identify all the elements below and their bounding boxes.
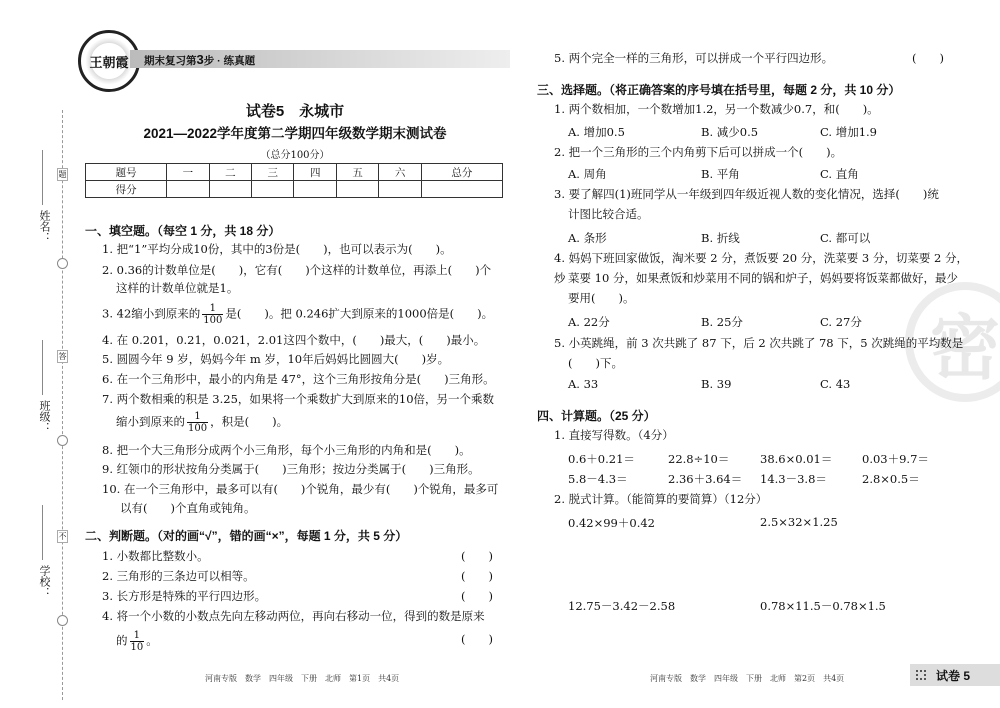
calc-item: 38.6×0.01＝ [760, 452, 833, 466]
table-cell: 题号 [86, 164, 167, 181]
score-input-cell[interactable] [421, 181, 502, 198]
question: 4. 将一个小数的小数点先向左移动两位，再向右移动一位，得到的数是原来 [102, 609, 485, 623]
table-cell: 五 [336, 164, 378, 181]
question: 2. 脱式计算。（能简算的要简算）（12分） [554, 492, 768, 506]
question: 5. 圆圆今年 9 岁，妈妈今年 m 岁，10年后妈妈比圆圆大( )岁。 [102, 352, 450, 366]
header-banner: 期末复习第3步 · 练真题 [130, 50, 510, 68]
total-score: （总分100分） [260, 150, 330, 161]
calc-item: 5.8－4.3＝ [568, 472, 628, 486]
question-cont: 以有( )个直角或钝角。 [120, 501, 256, 515]
question: 7. 两个数相乘的积是 3.25，如果将一个乘数扩大到原来的10倍，另一个乘数 [102, 392, 495, 406]
question: 2. 0.36的计数单位是( )，它有( )个这样的计数单位，再添上( )个 [102, 263, 492, 277]
question-cont: 计图比较合适。 [568, 207, 649, 221]
seal-watermark: 密 [905, 282, 1000, 402]
calc-item: 0.42×99＋0.42 [568, 516, 655, 530]
option[interactable]: A. 条形 [568, 231, 607, 245]
calc-item: 2.8×0.5＝ [862, 472, 920, 486]
score-table [85, 163, 503, 198]
table-cell: 三 [252, 164, 294, 181]
option[interactable]: C. 都可以 [820, 231, 871, 245]
question: 4. 妈妈下班回家做饭，淘米要 2 分，煮饭要 20 分，洗菜要 3 分，切菜要 2 分，炒 [554, 251, 968, 285]
calc-item: 22.8÷10＝ [668, 452, 730, 466]
page-footer: 河南专版 数学 四年级 下册 北师 第1页 共4页 [205, 674, 400, 683]
fraction: $\frac{1}{100}$ [188, 411, 208, 434]
question: 4. 在 0.201，0.21，0.021，2.01这四个数中，( )最大，( )最小。 [102, 333, 486, 347]
margin-tag: 不 [58, 532, 67, 541]
answer-paren[interactable]: ( ) [461, 569, 493, 583]
option[interactable]: B. 25分 [701, 315, 743, 329]
question: 1. 把“1”平均分成10份，其中的3份是( )，也可以表示为( )。 [102, 242, 452, 256]
school-label: 学校： [38, 565, 51, 598]
answer-paren[interactable]: ( ) [461, 589, 493, 603]
answer-paren[interactable]: ( ) [461, 549, 493, 563]
option[interactable]: A. 周角 [568, 167, 607, 181]
question: 2. 把一个三角形的三个内角剪下后可以拼成一个( )。 [554, 145, 843, 159]
answer-paren[interactable]: ( ) [912, 51, 944, 65]
table-row [86, 164, 503, 181]
school-line [42, 505, 43, 560]
option[interactable]: A. 增加0.5 [568, 125, 625, 139]
section-title: 二、判断题。（对的画“√”，错的画“×”，每题 1 分，共 5 分） [85, 529, 408, 543]
calc-item: 12.75－3.42－2.58 [568, 599, 676, 613]
question-cont: 缩小到原来的 $\frac{1}{100}$ ，积是( )。 [116, 411, 289, 434]
option[interactable]: B. 平角 [701, 167, 740, 181]
margin-dot [57, 258, 68, 269]
margin-tag: 题 [58, 170, 67, 179]
section-title: 四、计算题。（25 分） [537, 409, 656, 423]
table-cell: 总分 [421, 164, 502, 181]
fraction: $\frac{1}{10}$ [130, 630, 144, 653]
question-cont: ( )下。 [568, 356, 623, 370]
margin-dot [57, 615, 68, 626]
question: 3. 长方形是特殊的平行四边形。 ( ) [102, 589, 493, 603]
question: 3. 42缩小到原来的 $\frac{1}{100}$ 是( )。把 0.246扩大到原来的1000倍是( )。 [102, 303, 494, 326]
score-input-cell[interactable] [167, 181, 209, 198]
cut-line [62, 110, 63, 700]
score-input-cell[interactable] [209, 181, 251, 198]
exam-subtitle: 2021—2022学年度第二学期四年级数学期末测试卷 [143, 126, 447, 141]
question: 5. 小英跳绳，前 3 次共跳了 87 下，后 2 次共跳了 78 下，5 次跳绳的平均数是 [554, 336, 964, 350]
option[interactable]: C. 43 [820, 377, 851, 391]
question: 9. 红领巾的形状按角分类属于( )三角形；按边分类属于( )三角形。 [102, 462, 480, 476]
question-cont: 这样的计数单位就是1。 [116, 281, 239, 295]
question: 1. 小数都比整数小。 ( ) [102, 549, 493, 563]
option[interactable]: C. 增加1.9 [820, 125, 877, 139]
score-input-cell[interactable] [294, 181, 336, 198]
grid-icon [916, 670, 926, 680]
page-footer: 河南专版 数学 四年级 下册 北师 第2页 共4页 [650, 674, 845, 683]
score-input-cell[interactable] [252, 181, 294, 198]
calc-item: 0.6＋0.21＝ [568, 452, 635, 466]
name-line [42, 150, 43, 205]
table-cell: 得分 [86, 181, 167, 198]
question: 1. 直接写得数。（4分） [554, 428, 674, 442]
fraction: $\frac{1}{100}$ [203, 303, 223, 326]
question: 3. 要了解四(1)班同学从一年级到四年级近视人数的变化情况，选择( )统 [554, 187, 939, 201]
table-cell: 二 [209, 164, 251, 181]
calc-item: 0.03＋9.7＝ [862, 452, 929, 466]
calc-item: 0.78×11.5－0.78×1.5 [760, 599, 886, 613]
option[interactable]: B. 减少0.5 [701, 125, 759, 139]
question: 2. 三角形的三条边可以相等。 ( ) [102, 569, 493, 583]
question: 1. 两个数相加，一个数增加1.2，另一个数减少0.7，和( )。 [554, 102, 879, 116]
calc-item: 14.3－3.8＝ [760, 472, 827, 486]
score-input-cell[interactable] [379, 181, 421, 198]
option[interactable]: C. 27分 [820, 315, 862, 329]
question: 6. 在一个三角形中，最小的内角是 47°，这个三角形按角分是( )三角形。 [102, 372, 495, 386]
question: 5. 两个完全一样的三角形，可以拼成一个平行四边形。 ( ) [554, 48, 974, 68]
question-cont: 的 $\frac{1}{10}$ 。 ( ) [116, 630, 493, 653]
answer-paren[interactable]: ( ) [461, 632, 493, 646]
question-cont: 要用( )。 [568, 291, 635, 305]
option[interactable]: B. 折线 [701, 231, 740, 245]
exam-badge: 试卷 5 [910, 664, 1000, 686]
option[interactable]: A. 33 [568, 377, 599, 391]
question: 10. 在一个三角形中，最多可以有( )个锐角，最少有( )个锐角，最多可 [102, 482, 499, 496]
table-row [86, 181, 503, 198]
class-line [42, 340, 43, 395]
name-label: 姓名： [38, 210, 51, 243]
margin-dot [57, 435, 68, 446]
score-input-cell[interactable] [336, 181, 378, 198]
calc-item: 2.5×32×1.25 [760, 515, 838, 529]
table-cell: 四 [294, 164, 336, 181]
margin-tag: 答 [58, 352, 67, 361]
section-title: 一、填空题。（每空 1 分，共 18 分） [85, 224, 281, 238]
option[interactable]: A. 22分 [568, 315, 610, 329]
calc-item: 2.36＋3.64＝ [668, 472, 743, 486]
publisher-logo: 王朝霞 [78, 30, 140, 92]
table-cell: 一 [167, 164, 209, 181]
section-title: 三、选择题。（将正确答案的序号填在括号里，每题 2 分，共 10 分） [537, 83, 901, 97]
exam-title: 试卷5 永城市 [245, 103, 345, 120]
option[interactable]: B. 39 [701, 377, 732, 391]
binding-margin [0, 110, 75, 700]
question-cont: 菜要 10 分，如果煮饭和炒菜用不同的锅和炉子，妈妈要将饭菜都做好，最少 [568, 271, 958, 285]
question: 8. 把一个大三角形分成两个小三角形，每个小三角形的内角和是( )。 [102, 443, 471, 457]
class-label: 班级： [38, 400, 51, 433]
option[interactable]: C. 直角 [820, 167, 859, 181]
table-cell: 六 [379, 164, 421, 181]
